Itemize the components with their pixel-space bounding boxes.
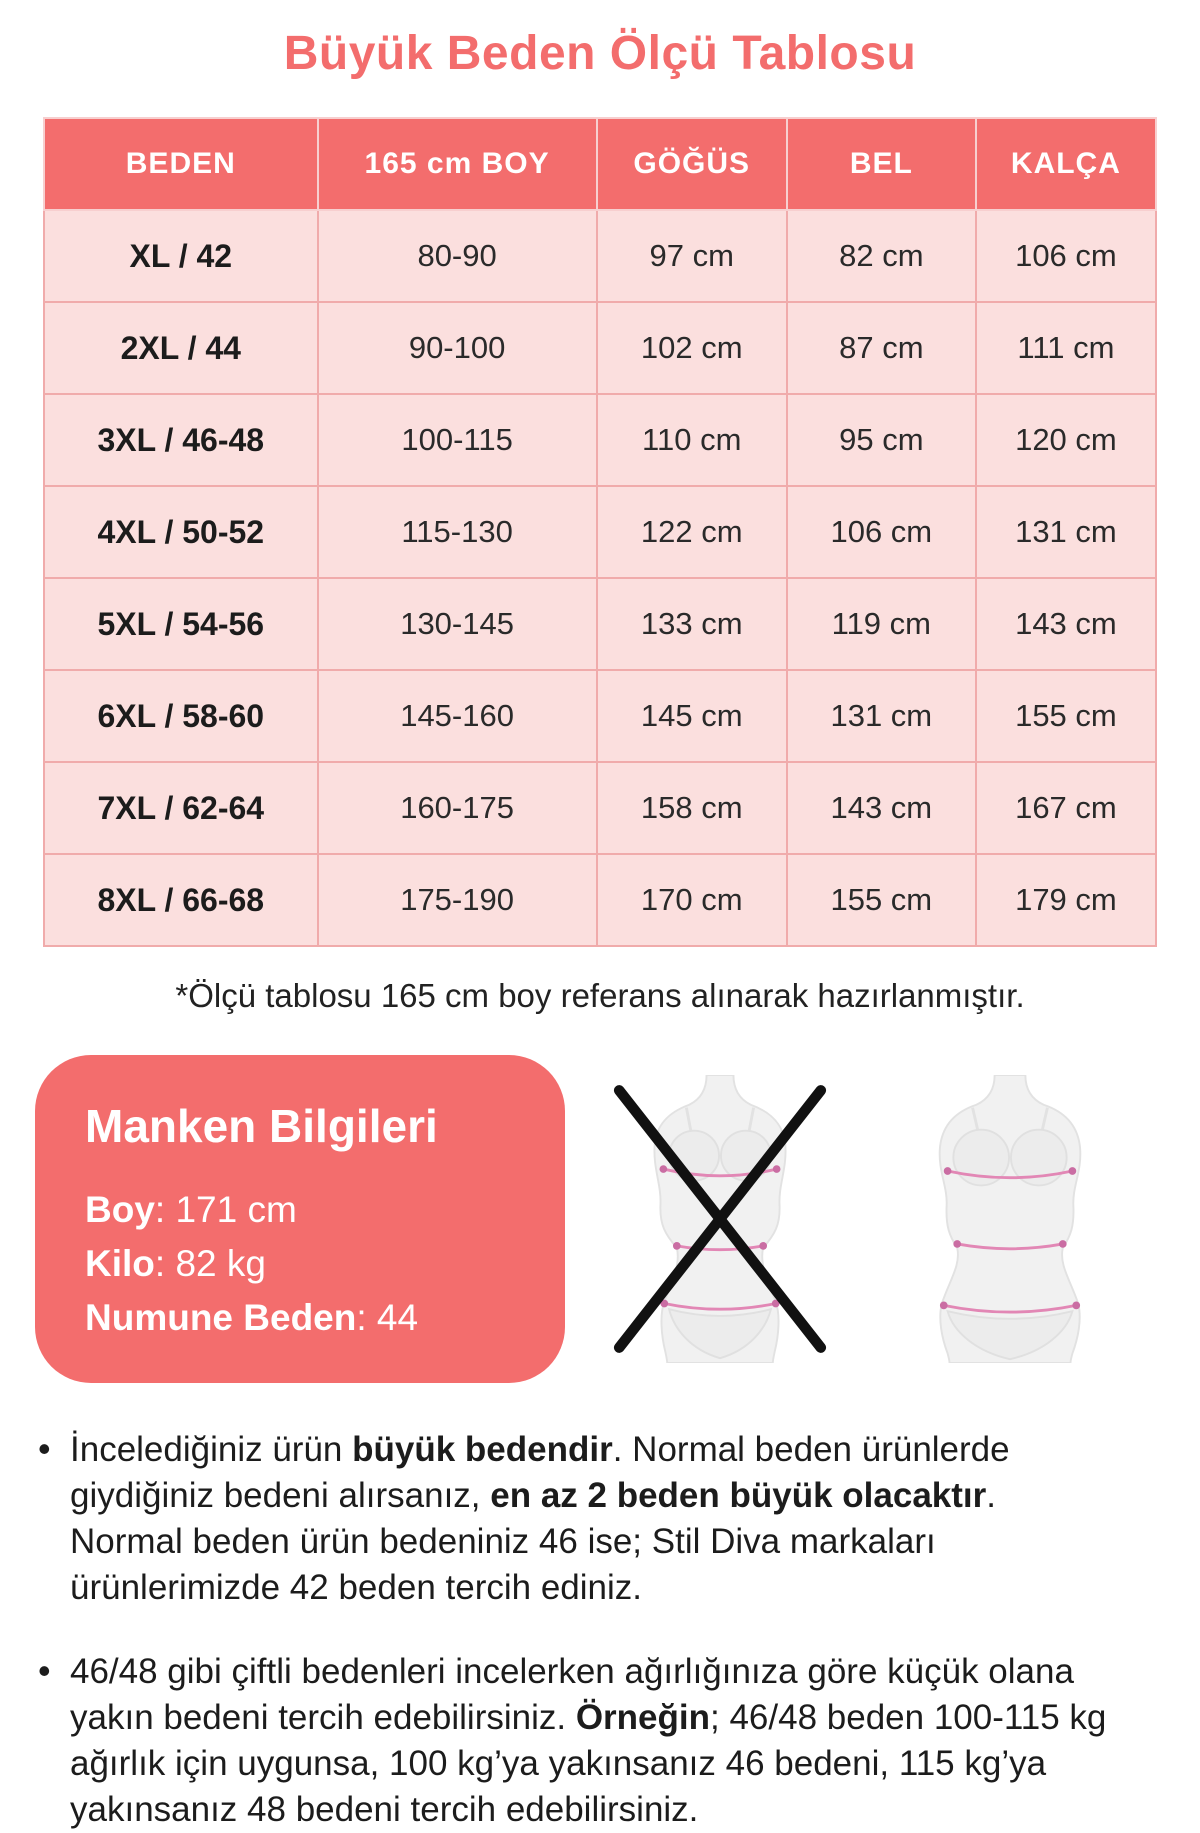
note-text: ; 46/48 beden 100-115 kg ağırlık için uygunsa, 100 kg’ya yakınsanız 46 bedeni, 115 kg’ya yakınsanız 48 bedeni tercih edebilirsiniz. bbox=[70, 1698, 1107, 1829]
column-header-boy: 165 cm BOY bbox=[318, 118, 597, 210]
measure-cell: 158 cm bbox=[597, 762, 787, 854]
measure-cell: 133 cm bbox=[597, 578, 787, 670]
model-height-field bbox=[85, 1183, 519, 1237]
column-header-kalca: KALÇA bbox=[976, 118, 1156, 210]
field-separator: : bbox=[154, 1189, 176, 1230]
measure-cell: 106 cm bbox=[787, 486, 976, 578]
measure-cell: 100-115 bbox=[318, 394, 597, 486]
column-header-beden: BEDEN bbox=[44, 118, 318, 210]
model-info-section bbox=[35, 1055, 1165, 1383]
size-table-body bbox=[44, 210, 1156, 946]
measure-cell: 110 cm bbox=[597, 394, 787, 486]
note-bold-text: büyük bedendir bbox=[352, 1430, 613, 1469]
note-item bbox=[36, 1427, 1116, 1611]
measure-cell: 122 cm bbox=[597, 486, 787, 578]
size-cell: 5XL / 54-56 bbox=[44, 578, 318, 670]
measure-cell: 130-145 bbox=[318, 578, 597, 670]
table-row bbox=[44, 762, 1156, 854]
slim-body-crossed-icon bbox=[597, 1075, 843, 1363]
measure-cell: 119 cm bbox=[787, 578, 976, 670]
field-separator: : bbox=[356, 1297, 377, 1338]
size-cell: 2XL / 44 bbox=[44, 302, 318, 394]
measure-cell: 106 cm bbox=[976, 210, 1156, 302]
measure-cell: 87 cm bbox=[787, 302, 976, 394]
measure-cell: 115-130 bbox=[318, 486, 597, 578]
measure-cell: 80-90 bbox=[318, 210, 597, 302]
size-cell: 4XL / 50-52 bbox=[44, 486, 318, 578]
field-value: 171 cm bbox=[175, 1189, 297, 1230]
measure-cell: 143 cm bbox=[976, 578, 1156, 670]
measure-cell: 82 cm bbox=[787, 210, 976, 302]
field-label: Numune Beden bbox=[85, 1297, 357, 1338]
model-sample-size-field bbox=[85, 1291, 519, 1345]
table-footnote: *Ölçü tablosu 165 cm boy referans alınarak hazırlanmıştır. bbox=[175, 977, 1025, 1014]
size-cell: 8XL / 66-68 bbox=[44, 854, 318, 946]
table-row bbox=[44, 302, 1156, 394]
measure-cell: 120 cm bbox=[976, 394, 1156, 486]
table-row bbox=[44, 394, 1156, 486]
note-bold-text: en az 2 beden büyük olacaktır bbox=[490, 1476, 987, 1515]
table-row bbox=[44, 670, 1156, 762]
measure-cell: 143 cm bbox=[787, 762, 976, 854]
column-header-gogus: GÖĞÜS bbox=[597, 118, 787, 210]
note-text: . Normal beden ürün bedeniniz 46 ise; Stil Diva markaları ürünlerimizde 42 beden tercih ediniz. bbox=[70, 1476, 996, 1607]
size-cell: 3XL / 46-48 bbox=[44, 394, 318, 486]
size-table bbox=[43, 117, 1157, 947]
measure-cell: 131 cm bbox=[976, 486, 1156, 578]
column-header-bel: BEL bbox=[787, 118, 976, 210]
measure-cell: 160-175 bbox=[318, 762, 597, 854]
measure-cell: 179 cm bbox=[976, 854, 1156, 946]
measure-cell: 145 cm bbox=[597, 670, 787, 762]
size-table-header-row bbox=[44, 118, 1156, 210]
model-info-card bbox=[35, 1055, 565, 1383]
table-row bbox=[44, 210, 1156, 302]
field-label: Boy bbox=[85, 1189, 155, 1230]
table-row bbox=[44, 486, 1156, 578]
field-separator: : bbox=[154, 1243, 176, 1284]
measure-cell: 167 cm bbox=[976, 762, 1156, 854]
field-value: 82 kg bbox=[175, 1243, 266, 1284]
note-text: . Normal beden ürünlerde giydiğiniz bedeni alırsanız, bbox=[70, 1430, 1010, 1515]
model-weight-field bbox=[85, 1237, 519, 1291]
field-label: Kilo bbox=[85, 1243, 155, 1284]
note-item bbox=[36, 1649, 1116, 1833]
table-row bbox=[44, 578, 1156, 670]
measure-cell: 90-100 bbox=[318, 302, 597, 394]
model-info-title: Manken Bilgileri bbox=[85, 1100, 438, 1152]
note-bold-text: Örneğin bbox=[575, 1698, 711, 1737]
field-value: 44 bbox=[376, 1297, 419, 1338]
size-cell: 7XL / 62-64 bbox=[44, 762, 318, 854]
measure-cell: 170 cm bbox=[597, 854, 787, 946]
measure-cell: 175-190 bbox=[318, 854, 597, 946]
size-cell: 6XL / 58-60 bbox=[44, 670, 318, 762]
measure-cell: 111 cm bbox=[976, 302, 1156, 394]
measure-cell: 145-160 bbox=[318, 670, 597, 762]
plus-size-body-icon bbox=[887, 1075, 1133, 1363]
measure-cell: 95 cm bbox=[787, 394, 976, 486]
measure-cell: 97 cm bbox=[597, 210, 787, 302]
measure-cell: 155 cm bbox=[787, 854, 976, 946]
measure-cell: 155 cm bbox=[976, 670, 1156, 762]
note-text: İncelediğiniz ürün bbox=[70, 1430, 353, 1469]
measure-cell: 131 cm bbox=[787, 670, 976, 762]
body-figures bbox=[565, 1075, 1165, 1363]
table-row bbox=[44, 854, 1156, 946]
measure-cell: 102 cm bbox=[597, 302, 787, 394]
size-cell: XL / 42 bbox=[44, 210, 318, 302]
usage-notes bbox=[36, 1427, 1164, 1833]
page-title: Büyük Beden Ölçü Tablosu bbox=[283, 27, 917, 80]
note-text: 46/48 gibi çiftli bedenleri incelerken ağırlığınıza göre küçük olana yakın bedeni tercih edebilirsiniz. bbox=[70, 1652, 1074, 1737]
